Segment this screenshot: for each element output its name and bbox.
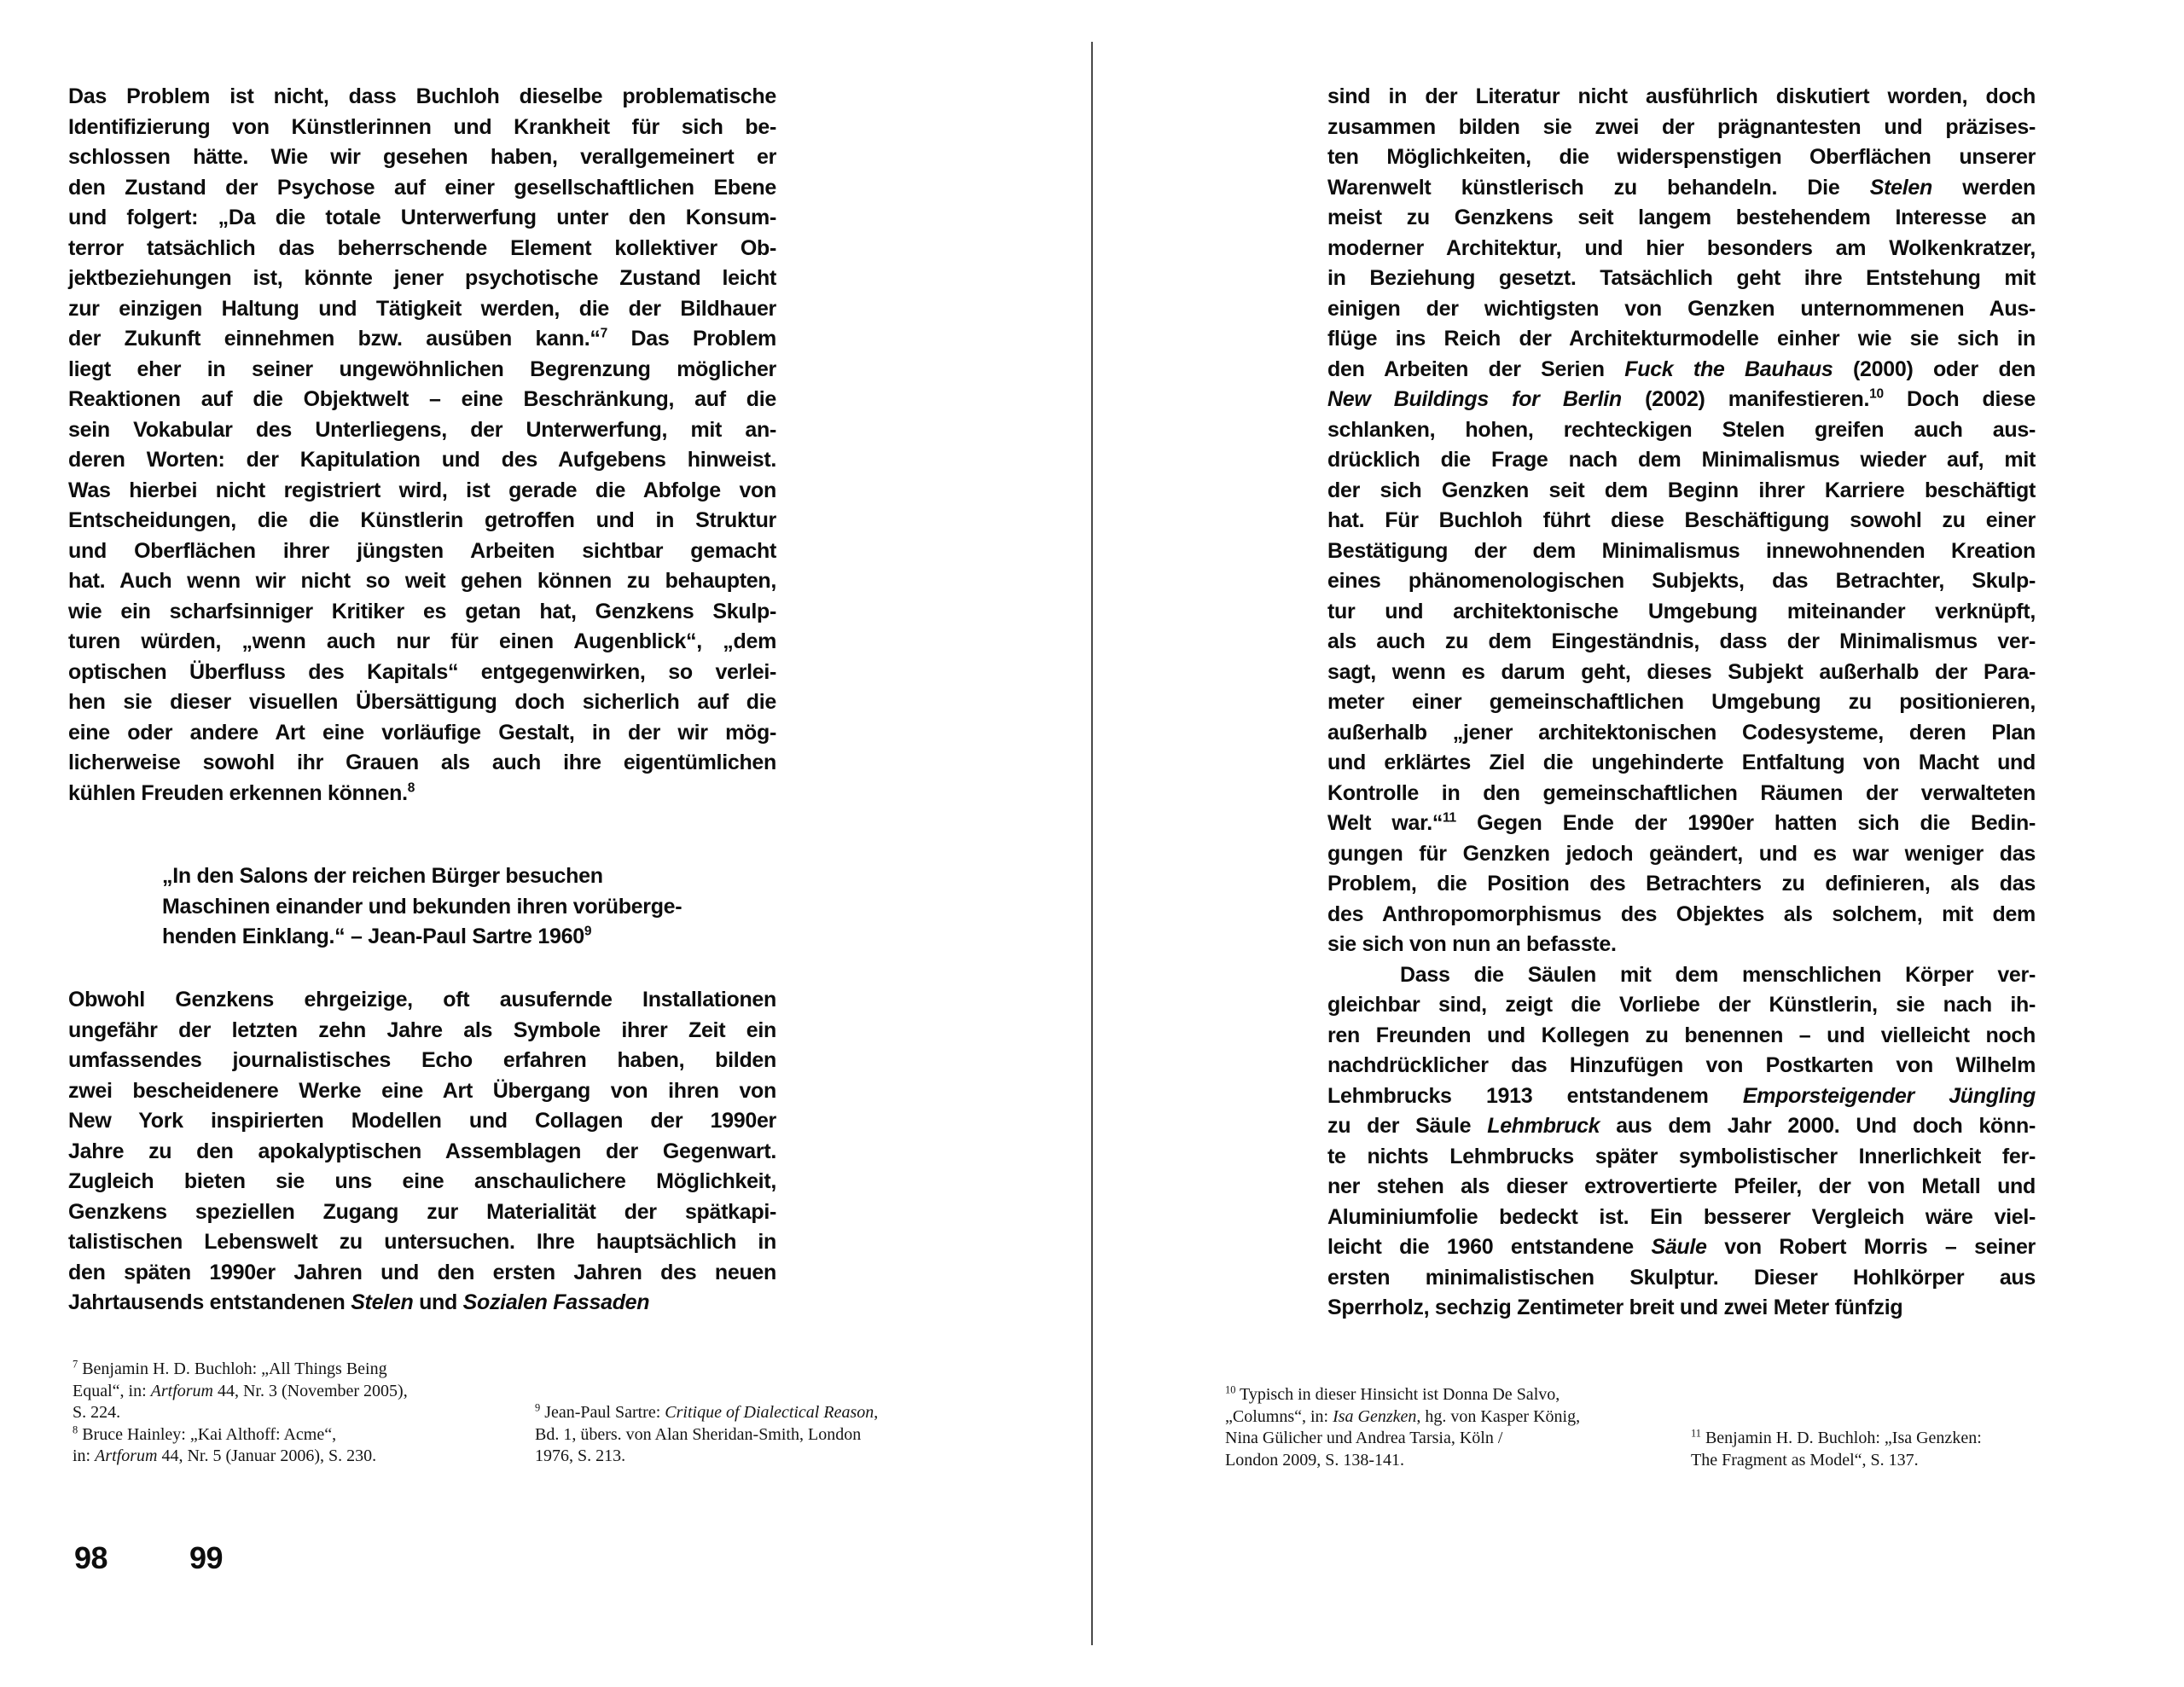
text-line: Zugleich bieten sie uns eine anschaulichere Möglichkeit, [68,1169,776,1193]
text-line: ungefähr der letzten zehn Jahre als Symbole ihrer Zeit ein [68,1017,776,1042]
left-page-paragraph-2 [68,985,776,1319]
text-line: kühlen Freuden erkennen können.$^8$ [68,780,415,805]
text-line: drücklich die Frage nach dem Minimalismus wieder auf, mit [1327,448,2036,472]
text-line: ersten minimalistischen Skulptur. Dieser Hohlkörper aus [1327,1265,2036,1290]
text-line: ten Möglichkeiten, die widerspenstigen Oberflächen unserer [1327,145,2036,169]
text-line: hat. Auch wenn wir nicht so weit gehen können zu behaupten, [68,569,776,593]
text-line: Obwohl Genzkens ehrgeizige, oft ausufernde Installationen [68,988,776,1012]
text-line: talistischen Lebenswelt zu untersuchen. Ihre hauptsächlich in [68,1230,776,1254]
text-line: „Columns“, in: Isa Genzken, hg. von Kasper König, [1225,1406,1581,1426]
text-line: leicht die 1960 entstandene Säule von Robert Morris – seiner [1327,1235,2036,1259]
text-line: Welt war.“$^{11}$ Gegen Ende der 1990er hatten sich die Bedin- [1327,810,2036,835]
text-line: nachdrücklicher das Hinzufügen von Postkarten von Wilhelm [1327,1053,2036,1077]
footnote-column-7-8 [73,1359,408,1468]
text-line: sein Vokabular des Unterliegens, der Unterwerfung, mit an- [68,417,776,442]
text-line: Bd. 1, übers. von Alan Sheridan-Smith, London [535,1424,862,1444]
text-line: Jahrtausends entstandenen Stelen und Sozialen Fassaden [68,1290,650,1314]
text-line: Jahre zu den apokalyptischen Assemblagen der Gegenwart. [68,1139,776,1163]
text-line: sagt, wenn es darum geht, dieses Subjekt außerhalb der Para- [1327,659,2036,684]
text-line: hat. Für Buchloh führt diese Beschäftigung sowohl zu einer [1327,508,2036,532]
text-line: Warenwelt künstlerisch zu behandeln. Die Stelen werden [1327,175,2036,200]
text-line: Identifizierung von Künstlerinnen und Krankheit für sich be- [68,114,776,139]
text-line: Kontrolle in den gemeinschaftlichen Räumen der verwalteten [1327,780,2036,805]
footnote-column-9 [535,1402,878,1468]
text-line: den späten 1990er Jahren und den ersten Jahren des neuen [68,1260,776,1284]
text-line: deren Worten: der Kapitulation und des Aufgebens hinweist. [68,448,776,472]
text-line: moderner Architektur, und hier besonders am Wolkenkratzer, [1327,235,2036,260]
text-line: $^{10}$ Typisch in dieser Hinsicht ist Donna De Salvo, [1225,1383,1560,1404]
text-line: sind in der Literatur nicht ausführlich diskutiert worden, doch [1327,84,2036,108]
text-line: des Anthropomorphismus des Objektes als solchem, mit dem [1327,901,2036,926]
text-line: licherweise sowohl ihr Grauen als auch ihre eigentümlichen [68,751,776,774]
text-line: optischen Überfluss des Kapitals“ entgegenwirken, so verlei- [68,659,776,684]
text-line: „In den Salons der reichen Bürger besuchen [162,864,603,888]
text-line: New York inspirierten Modellen und Collagen der 1990er [68,1109,776,1133]
text-line: und Oberflächen ihrer jüngsten Arbeiten sichtbar gemacht [68,538,776,563]
text-line: Sperrholz, sechzig Zentimeter breit und zwei Meter fünfzig [1327,1296,1903,1319]
text-line: $^7$ Benjamin H. D. Buchloh: „All Things Being [73,1358,387,1378]
text-line: eines phänomenologischen Subjekts, das Betrachter, Skulp- [1327,569,2036,593]
text-line: flüge ins Reich der Architekturmodelle einher wie sie sich in [1327,327,2036,351]
text-line: Aluminiumfolie bedeckt ist. Ein besserer Vergleich wäre viel- [1327,1204,2036,1229]
text-line: turen würden, „wenn auch nur für einen Augenblick“, „dem [68,629,776,653]
text-line: jektbeziehungen ist, könnte jener psychotische Zustand leicht [68,266,776,290]
text-line: New Buildings for Berlin (2002) manifestieren.$^{10}$ Doch diese [1327,386,2036,411]
text-line: $^9$ Jean-Paul Sartre: Critique of Dialectical Reason, [535,1401,879,1422]
text-line: umfassendes journalistisches Echo erfahren haben, bilden [68,1048,776,1072]
text-line: Equal“, in: Artforum 44, Nr. 3 (November 2005), [73,1381,408,1400]
sartre-block-quote [162,861,708,953]
text-line: und folgert: „Da die totale Unterwerfung unter den Konsum- [68,206,776,229]
text-line: The Fragment as Model“, S. 137. [1691,1450,1919,1470]
text-line: te nichts Lehmbrucks später symbolistischer Innerlichkeit fer- [1327,1144,2036,1168]
right-page-paragraph-2 [1327,960,2036,1324]
text-line: hen sie dieser visuellen Übersättigung doch sicherlich auf die [68,690,776,714]
text-line: in Beziehung gesetzt. Tatsächlich geht ihre Entstehung mit [1327,266,2036,290]
text-line: eine oder andere Art eine vorläufige Gestalt, in der wir mög- [68,720,776,745]
text-line: Das Problem ist nicht, dass Buchloh dieselbe problematische [68,84,776,108]
right-page-paragraph-1 [1327,82,2036,960]
text-line: Was hierbei nicht registriert wird, ist gerade die Abfolge von [68,478,776,502]
text-line: außerhalb „jener architektonischen Codesysteme, deren Plan [1327,720,2036,745]
text-line: S. 224. [73,1403,121,1422]
text-line: Reaktionen auf die Objektwelt – eine Beschränkung, auf die [68,387,776,411]
text-line: 1976, S. 213. [535,1446,626,1465]
footnote-column-10 [1225,1384,1580,1471]
text-line: Genzkens speziellen Zugang zur Materialität der spätkapi- [68,1199,776,1224]
text-line: der sich Genzken seit dem Beginn ihrer Karriere beschäftigt [1327,478,2036,502]
text-line: gungen für Genzken jedoch geändert, und es war weniger das [1327,841,2036,866]
text-line: $^8$ Bruce Hainley: „Kai Althoff: Acme“, [73,1423,337,1444]
text-line: schlanken, hohen, rechteckigen Stelen greifen auch aus- [1327,417,2036,442]
text-line: und erklärtes Ziel die ungehinderte Entfaltung von Macht und [1327,751,2036,774]
text-line: Entscheidungen, die die Künstlerin getroffen und in Struktur [68,508,776,532]
text-line: Problem, die Position des Betrachters zu definieren, als das [1327,872,2036,896]
text-line: London 2009, S. 138-141. [1225,1450,1404,1470]
text-line: Bestätigung der dem Minimalismus innewohnenden Kreation [1327,538,2036,563]
text-line: in: Artforum 44, Nr. 5 (Januar 2006), S. 230. [73,1446,377,1465]
text-line: einigen der wichtigsten von Genzken unternommenen Aus- [1327,296,2036,321]
text-line: den Arbeiten der Serien Fuck the Bauhaus (2000) oder den [1327,357,2036,381]
page-number-98: 98 [74,1540,108,1575]
text-line: ner stehen als dieser extrovertierte Pfeiler, der von Metall und [1327,1174,2036,1198]
text-line: zu der Säule Lehmbruck aus dem Jahr 2000. Und doch könn- [1327,1114,2036,1138]
text-line: henden Einklang.“ – Jean-Paul Sartre 1960$^9$ [162,924,592,948]
text-line: meter einer gemeinschaftlichen Umgebung zu positionieren, [1327,690,2036,714]
text-line: als auch zu dem Eingeständnis, dass der Minimalismus ver- [1327,629,2036,653]
text-line: wie ein scharfsinniger Kritiker es getan hat, Genzkens Skulp- [68,599,776,623]
page-number-99: 99 [189,1540,224,1575]
right-page [1092,0,2184,1687]
text-line: ren Freunden und Kollegen zu benennen – und vielleicht noch [1327,1023,2036,1047]
text-line: schlossen hätte. Wie wir gesehen haben, verallgemeinert er [68,145,776,169]
text-line: meist zu Genzkens seit langem bestehendem Interesse an [1327,206,2036,229]
text-line: terror tatsächlich das beherrschende Element kollektiver Ob- [68,235,776,260]
text-line: der Zukunft einnehmen bzw. ausüben kann.“$^7$ Das Problem [68,326,776,351]
text-line: gleichbar sind, zeigt die Vorliebe der Künstlerin, sie nach ih- [1327,993,2036,1017]
text-line: zur einzigen Haltung und Tätigkeit werden, die der Bildhauer [68,296,776,321]
text-line: $^{11}$ Benjamin H. D. Buchloh: „Isa Genzken: [1691,1427,1982,1447]
text-line: Lehmbrucks 1913 entstandenem Emporsteigender Jüngling [1327,1083,2036,1108]
footnote-column-11 [1691,1428,1982,1471]
text-line: Dass die Säulen mit dem menschlichen Körper ver- [1400,962,2036,987]
text-line: sie sich von nun an befasste. [1327,932,1617,956]
left-page-paragraph-1 [68,82,776,809]
text-line: tur und architektonische Umgebung miteinander verknüpft, [1327,599,2036,623]
text-line: zusammen bilden sie zwei der prägnantesten und präzises- [1327,114,2036,139]
text-line: liegt eher in seiner ungewöhnlichen Begrenzung möglicher [68,357,776,381]
text-line: Nina Gülicher und Andrea Tarsia, Köln / [1225,1429,1503,1447]
text-line: Maschinen einander und bekunden ihren vorüberge- [162,894,682,919]
text-line: zwei bescheidenere Werke eine Art Übergang von ihren von [68,1078,776,1103]
text-line: den Zustand der Psychose auf einer gesellschaftlichen Ebene [68,175,776,200]
